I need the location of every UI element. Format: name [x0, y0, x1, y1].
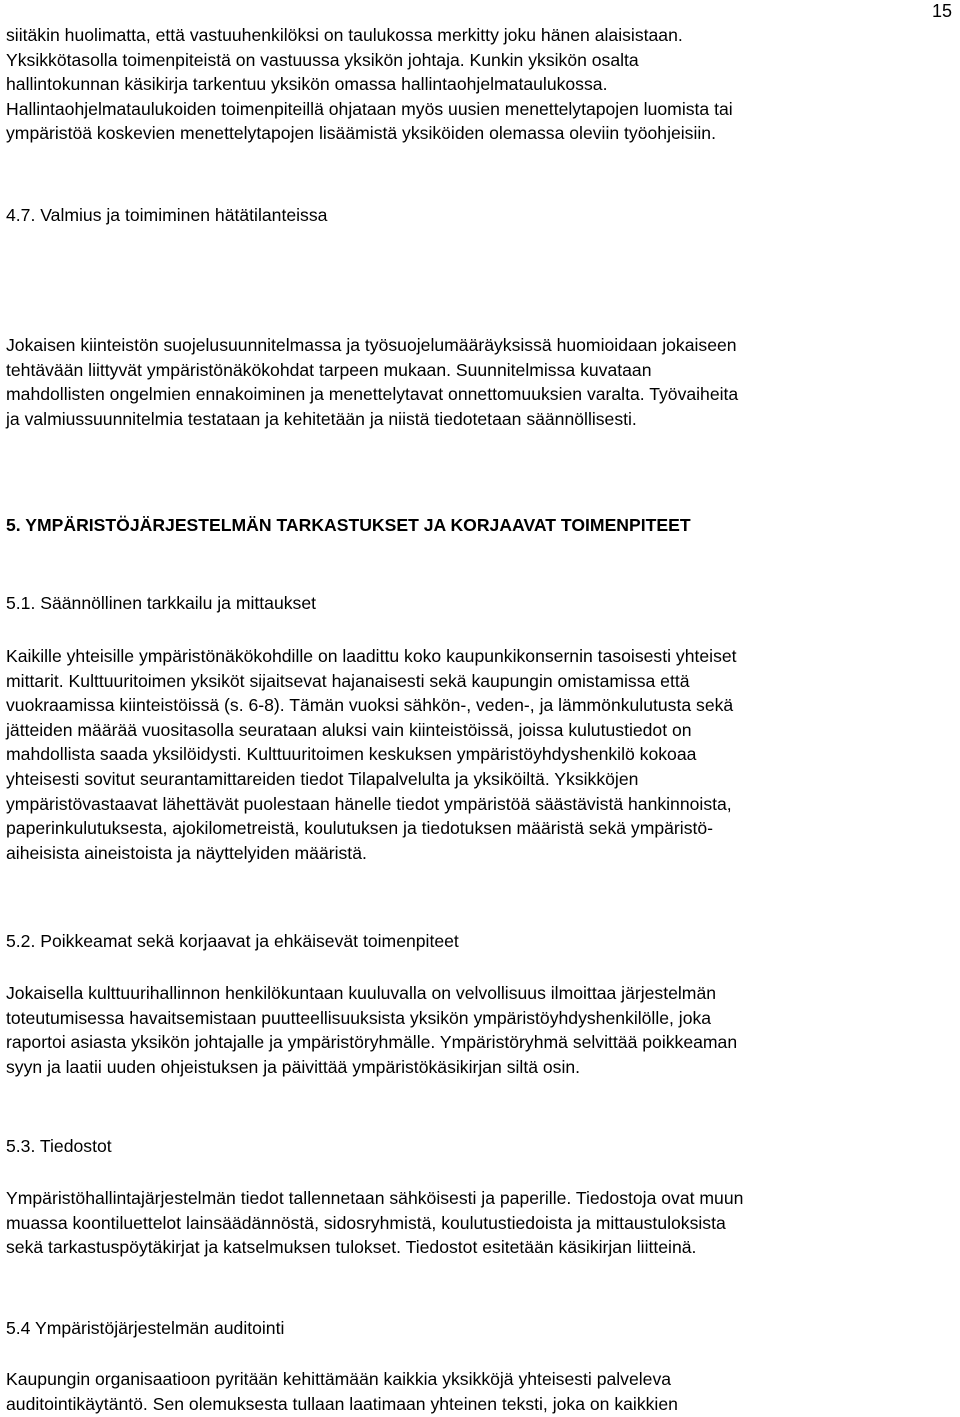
text-line: paperinkulutuksesta, ajokilometreistä, koulutuksen ja tiedotuksen määristä sekä ympäristö-: [6, 818, 714, 839]
text-line: hallintokunnan käsikirja tarkentuu yksikön omassa hallintaohjelmataulukossa.: [6, 74, 608, 95]
text-line: muassa koontiluettelot lainsäädännöstä, sidosryhmistä, koulutustiedoista ja mittaustuloksista: [6, 1212, 726, 1233]
text-line: yhteisesti sovitut seurantamittareiden tiedot Tilapalvelulta ja yksiköiltä. Yksikköjen: [6, 768, 639, 789]
text-line: Yksikkötasolla toimenpiteistä on vastuussa yksikön johtaja. Kunkin yksikön osalta: [6, 49, 639, 70]
text-line: sekä tarkastuspöytäkirjat ja katselmuksen tulokset. Tiedostot esitetään käsikirjan liitteinä.: [6, 1237, 697, 1258]
text-line: siitäkin huolimatta, että vastuuhenkilöksi on taulukossa merkitty joku hänen alaisistaan.: [6, 25, 683, 45]
text-line: Jokaisen kiinteistön suojelusuunnitelmassa ja työsuojelumääräyksissä huomioidaan jokaiseen: [6, 335, 737, 355]
section-5-2-paragraph: [6, 981, 946, 1079]
text-line: Jokaisella kulttuurihallinnon henkilökuntaan kuuluvalla on velvollisuus ilmoittaa järjestelmän: [6, 983, 717, 1003]
section-5-3-paragraph: [6, 1186, 946, 1260]
section-5-4-paragraph: [6, 1367, 946, 1416]
text-line: toteutumisessa havaitsemistaan puutteellisuuksista yksikön ympäristöyhdyshenkilölle, joka: [6, 1007, 712, 1028]
text-line: mahdollista saada yksilöidysti. Kulttuuritoimen keskuksen ympäristöyhdyshenkilö kokoaa: [6, 744, 697, 765]
section-heading-4-7: 4.7. Valmius ja toimiminen hätätilanteissa: [6, 205, 328, 225]
text-line: auditointikäytäntö. Sen olemuksesta tullaan laatimaan yhteinen teksti, joka on kaikkien: [6, 1393, 678, 1414]
chapter-heading-5: 5. YMPÄRISTÖJÄRJESTELMÄN TARKASTUKSET JA KORJAAVAT TOIMENPITEET: [6, 515, 691, 535]
text-line: mittarit. Kulttuuritoimen yksiköt sijaitsevat hajanaisesti sekä kaupungin omistamissa että: [6, 670, 690, 691]
text-line: ympäristöä koskevien menettelytapojen lisäämistä yksiköiden olemassa oleviin työohjeisiin.: [6, 123, 716, 144]
text-line: jätteiden määrää vuositasolla seurataan aluksi vain kiinteistöissä, joissa kulutustiedot on: [6, 719, 692, 740]
intro-paragraph: [6, 23, 946, 146]
page-number: 15: [931, 1, 952, 21]
section-4-7-paragraph: [6, 333, 946, 431]
section-heading-5-4: 5.4 Ympäristöjärjestelmän auditointi: [6, 1318, 285, 1338]
text-line: vuokraamissa kiinteistöissä (s. 6-8). Tämän vuoksi sähkön-, veden-, ja lämmönkulutusta sekä: [6, 695, 734, 716]
section-heading-5-2: 5.2. Poikkeamat sekä korjaavat ja ehkäisevät toimenpiteet: [6, 931, 459, 951]
text-line: aiheisista aineistoista ja näyttelyiden määristä.: [6, 842, 367, 863]
section-5-1-paragraph: [6, 644, 946, 865]
text-line: Kaikille yhteisille ympäristönäkökohdille on laadittu koko kaupunkikonsernin tasoisesti yhteiset: [6, 646, 737, 666]
section-heading-5-1: 5.1. Säännöllinen tarkkailu ja mittaukset: [6, 593, 317, 613]
text-line: syyn ja laatii uuden ohjeistuksen ja päivittää ympäristökäsikirjan siltä osin.: [6, 1056, 581, 1077]
text-line: raportoi asiasta yksikön johtajalle ja ympäristöryhmälle. Ympäristöryhmä selvittää poikkeaman: [6, 1032, 738, 1053]
text-line: ja valmiussuunnitelmia testataan ja kehitetään ja niistä tiedotetaan säännöllisesti.: [6, 408, 637, 429]
text-line: mahdollisten ongelmien ennakoiminen ja menettelytavat onnettomuuksien varalta. Työvaiheita: [6, 384, 739, 405]
text-line: ympäristövastaavat lähettävät puolestaan hänelle tiedot ympäristöä säästävistä hankinnoista,: [6, 793, 732, 814]
text-line: Hallintaohjelmataulukoiden toimenpiteillä ohjataan myös uusien menettelytapojen luomista tai: [6, 98, 733, 119]
text-line: tehtävään liittyvät ympäristönäkökohdat tarpeen mukaan. Suunnitelmissa kuvataan: [6, 359, 652, 380]
text-line: Kaupungin organisaatioon pyritään kehittämään kaikkia yksikköjä yhteisesti palveleva: [6, 1369, 672, 1389]
section-heading-5-3: 5.3. Tiedostot: [6, 1136, 112, 1156]
text-line: Ympäristöhallintajärjestelmän tiedot tallennetaan sähköisesti ja paperille. Tiedostoja ovat muun: [6, 1188, 744, 1208]
